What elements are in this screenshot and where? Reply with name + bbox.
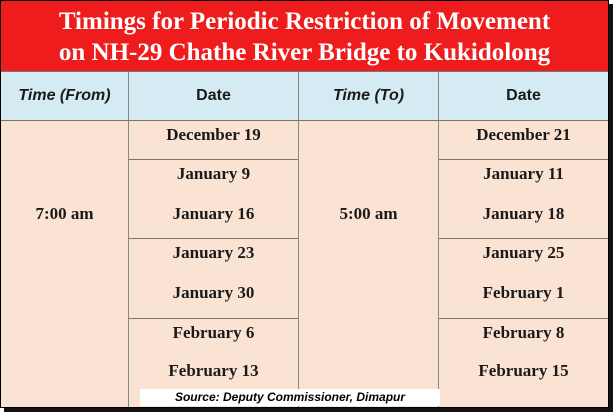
time-to-column xyxy=(299,121,439,407)
date-to-cell: January 25 xyxy=(482,243,565,262)
date-from-cell: February 6 xyxy=(172,323,255,342)
date-to-cell: February 8 xyxy=(482,323,565,342)
date-from-cell: January 16 xyxy=(172,204,255,223)
date-from-group xyxy=(129,239,298,319)
header-time-from: Time (From) xyxy=(1,72,129,120)
date-to-cell: January 18 xyxy=(482,204,565,223)
table-body xyxy=(1,121,608,407)
header-date-from: Date xyxy=(129,72,299,120)
date-to-cell: January 11 xyxy=(483,164,564,183)
date-from-cell: February 13 xyxy=(168,361,259,380)
date-to-group xyxy=(439,319,608,407)
time-to-cell: 5:00 am xyxy=(339,204,398,223)
date-from-cell: December 19 xyxy=(166,125,261,144)
table-title xyxy=(1,1,608,71)
date-to-column xyxy=(439,121,608,407)
table-header-row xyxy=(1,71,608,121)
date-from-cell: January 30 xyxy=(172,283,255,302)
date-from-cell: January 9 xyxy=(176,164,251,183)
header-time-to: Time (To) xyxy=(299,72,439,120)
title-line-1: Timings for Periodic Restriction of Movement xyxy=(58,8,551,35)
date-to-cell: December 21 xyxy=(476,125,571,144)
source-caption: Source: Deputy Commissioner, Dimapur xyxy=(140,389,440,406)
date-from-column xyxy=(129,121,299,407)
date-to-group xyxy=(439,121,608,160)
header-date-to: Date xyxy=(506,87,541,104)
title-line-2: on NH-29 Chathe River Bridge to Kukidolong xyxy=(58,39,551,66)
date-to-cell: February 15 xyxy=(478,361,569,380)
date-from-group xyxy=(129,121,298,160)
date-from-cell: January 23 xyxy=(172,243,255,262)
date-to-cell: February 1 xyxy=(482,283,565,302)
time-from-column xyxy=(1,121,129,407)
time-from-cell: 7:00 am xyxy=(35,204,94,223)
date-to-group xyxy=(439,160,608,239)
date-from-group xyxy=(129,160,298,239)
date-to-group xyxy=(439,239,608,319)
